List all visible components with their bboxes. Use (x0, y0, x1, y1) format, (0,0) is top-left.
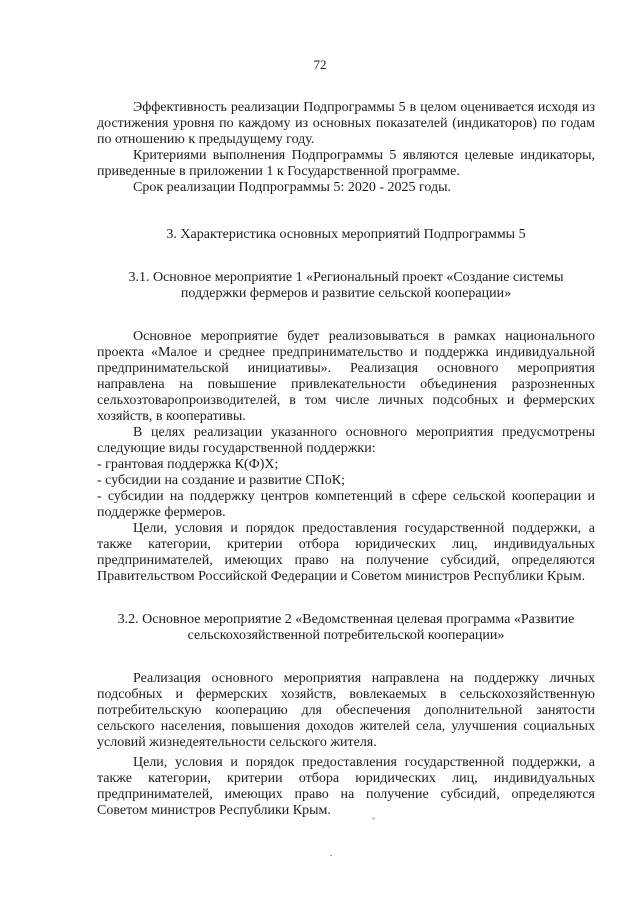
bullet-item: - субсидии на создание и развитие СПоК; (97, 473, 346, 488)
section-3-2-heading (97, 612, 595, 644)
section-3-2-paragraph-2: Цели, условия и порядок предоставления государственной поддержки, а также категории, критерии отбора юридических лиц, индивидуальных предпринимателей, имеющих право на получение субсидий, определяются Советом министров Республики Крым. (97, 755, 595, 818)
scan-dot (330, 855, 332, 856)
bullet-item: - субсидии на поддержку центров компетенций в сфере сельской кооперации и поддержке фермеров. (97, 489, 595, 520)
section-3-2-heading-line-1: 3.2. Основное мероприятие 2 «Ведомственная целевая программа «Развитие (117, 612, 575, 627)
section-3-2-heading-line-2: сельскохозяйственной потребительской кооперации» (187, 628, 505, 643)
section-3-1-heading (97, 270, 595, 302)
section-3-1-paragraph-1: Основное мероприятие будет реализовываться в рамках национального проекта «Малое и среднее предпринимательство и поддержка индивидуальной предпринимательской инициативы». Реализация основного мероприятия направлена на повышение привлекательности объединения разрозненных сельхозтоваропроизводителей, в том числе личных подсобных и фермерских хозяйств, в кооперативы. (97, 329, 595, 424)
section-3-1-heading-line-2: поддержки фермеров и развитие сельской кооперации» (180, 286, 512, 301)
bullet-item: - грантовая поддержка К(Ф)Х; (97, 457, 279, 472)
section-3-2-paragraph-1: Реализация основного мероприятия направлена на поддержку личных подсобных и фермерских хозяйств, вовлекаемых в сельскохозяйственную потребительскую кооперацию для обеспечения дополнительной занятости сельского населения, повышения доходов жителей села, улучшения социальных условий жизнедеятельности сельского жителя. (97, 671, 595, 750)
document-body (97, 100, 595, 819)
page-number: 72 (313, 57, 327, 72)
section-3-heading: 3. Характеристика основных мероприятий Подпрограммы 5 (166, 227, 526, 242)
section-3-1-paragraph-2: В целях реализации указанного основного мероприятия предусмотрены следующие виды государственной поддержки: (97, 425, 595, 456)
intro-paragraph-3: Срок реализации Подпрограммы 5: 2020 - 2025 годы. (133, 180, 452, 195)
intro-paragraph-1: Эффективность реализации Подпрограммы 5 в целом оценивается исходя из достижения уровня по каждому из основных показателей (индикаторов) по годам по отношению к предыдущему году. (97, 100, 595, 147)
intro-paragraph-2: Критериями выполнения Подпрограммы 5 являются целевые индикаторы, приведенные в приложении 1 к Государственной программе. (97, 148, 595, 179)
section-3-1-heading-line-1: 3.1. Основное мероприятие 1 «Региональный проект «Создание системы (128, 270, 564, 285)
section-3-1-paragraph-3: Цели, условия и порядок предоставления государственной поддержки, а также категории, критерии отбора юридических лиц, индивидуальных предпринимателей, имеющих право на получение субсидий, определяются Правительством Российской Федерации и Советом министров Республики Крым. (97, 521, 595, 584)
